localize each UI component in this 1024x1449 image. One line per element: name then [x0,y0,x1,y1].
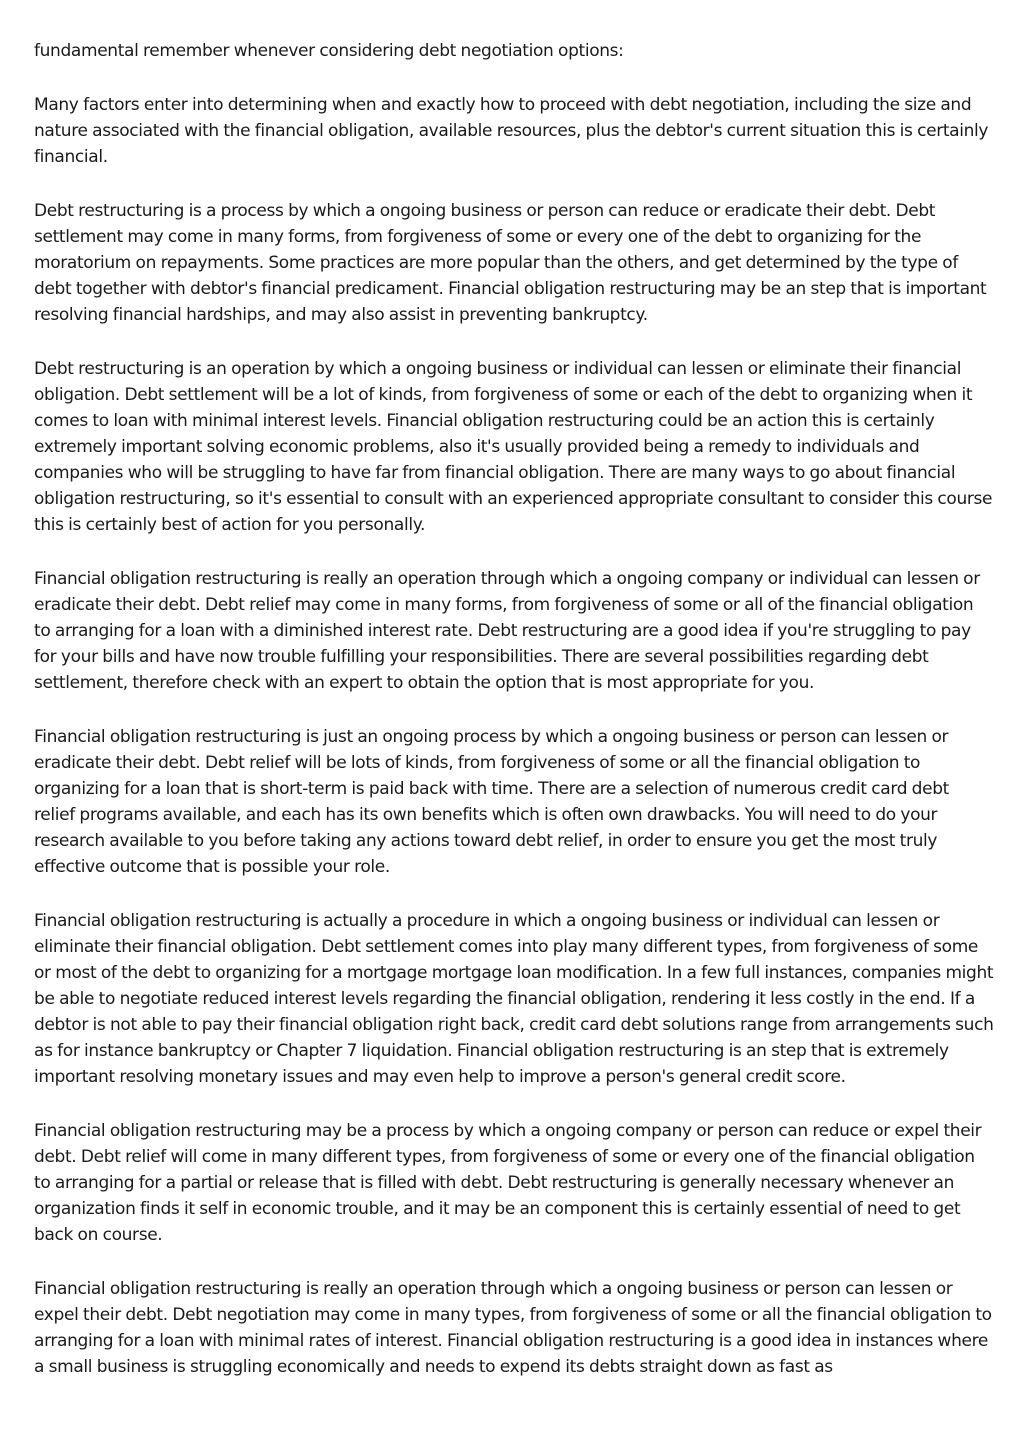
paragraph-1: fundamental remember whenever considering debt negotiation options: [34,41,624,61]
paragraph-2: Many factors enter into determining when and exactly how to proceed with debt negotiation, including the size and nature associated with the financial obligation, available resources, plus the debtor's current situation this is certainly financial. [34,95,989,167]
paragraph-7: Financial obligation restructuring is actually a procedure in which a ongoing business or individual can lessen or eliminate their financial obligation. Debt settlement comes into play many different types, from forgiveness of some or most of the debt to organizing for a mortgage mortgage loan modification. In a few full instances, companies might be able to negotiate reduced interest levels regarding the financial obligation, rendering it less costly in the end. If a debtor is not able to pay their financial obligation right back, credit card debt solutions range from arrangements such as for instance bankruptcy or Chapter 7 liquidation. Financial obligation restructuring is an step that is extremely important resolving monetary issues and may even help to improve a person's general credit score. [34,911,994,1087]
document-body [34,38,994,1408]
paragraph-4: Debt restructuring is an operation by which a ongoing business or individual can lessen or eliminate their financial obligation. Debt settlement will be a lot of kinds, from forgiveness of some or each of the debt to organizing when it comes to loan with minimal interest levels. Financial obligation restructuring could be an action this is certainly extremely important solving economic problems, also it's usually provided being a remedy to individuals and companies who will be struggling to have far from financial obligation. There are many ways to go about financial obligation restructuring, so it's essential to consult with an experienced appropriate consultant to consider this course this is certainly best of action for you personally. [34,359,993,535]
paragraph-3: Debt restructuring is a process by which a ongoing business or person can reduce or eradicate their debt. Debt settlement may come in many forms, from forgiveness of some or every one of the debt to organizing for the moratorium on repayments. Some practices are more popular than the others, and get determined by the type of debt together with debtor's financial predicament. Financial obligation restructuring may be an step that is important resolving financial hardships, and may also assist in preventing bankruptcy. [34,201,987,325]
paragraph-9: Financial obligation restructuring is really an operation through which a ongoing business or person can lessen or expel their debt. Debt negotiation may come in many types, from forgiveness of some or all the financial obligation to arranging for a loan with minimal rates of interest. Financial obligation restructuring is a good idea in instances where a small business is struggling economically and needs to expend its debts straight down as fast as [34,1279,992,1377]
paragraph-5: Financial obligation restructuring is really an operation through which a ongoing company or individual can lessen or eradicate their debt. Debt relief may come in many forms, from forgiveness of some or all of the financial obligation to arranging for a loan with a diminished interest rate. Debt restructuring are a good idea if you're struggling to pay for your bills and have now trouble fulfilling your responsibilities. There are several possibilities regarding debt settlement, therefore check with an expert to obtain the option that is most appropriate for you. [34,569,980,693]
paragraph-6: Financial obligation restructuring is just an ongoing process by which a ongoing business or person can lessen or eradicate their debt. Debt relief will be lots of kinds, from forgiveness of some or all the financial obligation to organizing for a loan that is short-term is paid back with time. There are a selection of numerous credit card debt relief programs available, and each has its own benefits which is often own drawbacks. You will need to do your research available to you before taking any actions toward debt relief, in order to ensure you get the most truly effective outcome that is possible your role. [34,727,949,877]
paragraph-8: Financial obligation restructuring may be a process by which a ongoing company or person can reduce or expel their debt. Debt relief will come in many different types, from forgiveness of some or every one of the financial obligation to arranging for a partial or release that is filled with debt. Debt restructuring is generally necessary whenever an organization finds it self in economic trouble, and it may be an component this is certainly essential of need to get back on course. [34,1121,982,1245]
